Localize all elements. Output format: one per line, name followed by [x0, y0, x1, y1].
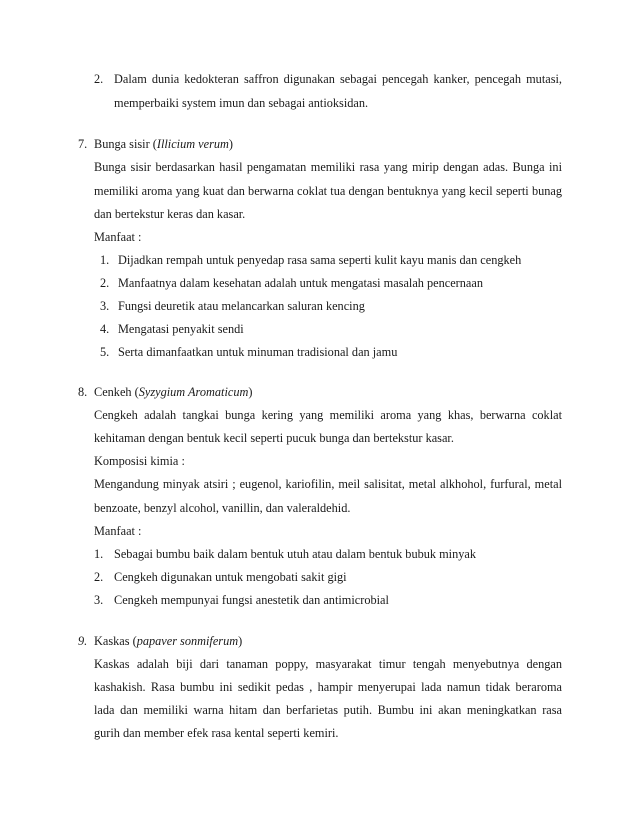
list-number: 2. [94, 72, 104, 86]
paragraph-line: kehitaman dengan bentuk kecil seperti pucuk bunga dan bertekstur kasar. [94, 431, 454, 445]
paragraph-line: kashakish. Rasa bumbu ini sedikit pedas , hampir menyerupai lada namun tidak beraroma [94, 680, 562, 694]
heading-text: Cenkeh ( [94, 385, 139, 399]
paragraph-line: memperbaiki system imun dan sebagai antioksidan. [114, 96, 369, 110]
list-number: 1. [94, 547, 104, 561]
list-number: 2. [94, 570, 104, 584]
list-item: Serta dimanfaatkan untuk minuman tradisional dan jamu [118, 345, 398, 359]
list-item: Cengkeh digunakan untuk mengobati sakit gigi [114, 570, 347, 584]
section-number: 8. [78, 385, 88, 399]
paragraph-line: Bunga sisir berdasarkan hasil pengamatan memiliki rasa yang mirip dengan adas. Bunga ini [94, 160, 562, 174]
latin-name: papaver sonmiferum [136, 634, 239, 648]
section-heading [94, 384, 252, 400]
paragraph-line: Kaskas adalah biji dari tanaman poppy, masyarakat timur tengah menyebutnya dengan [94, 657, 562, 671]
section-heading [94, 633, 242, 649]
komposisi-label: Komposisi kimia : [94, 454, 185, 468]
list-number: 5. [100, 345, 110, 359]
section-number: 7. [78, 137, 88, 151]
list-item: Manfaatnya dalam kesehatan adalah untuk mengatasi masalah pencernaan [118, 276, 483, 290]
paragraph-line: benzoate, benzyl alcohol, vanillin, dan valeraldehid. [94, 501, 351, 515]
list-item: Fungsi deuretik atau melancarkan saluran kencing [118, 299, 365, 313]
list-number: 3. [100, 299, 110, 313]
paragraph-line: gurih dan member efek rasa kental seperti kemiri. [94, 726, 339, 740]
heading-close: ) [238, 634, 243, 648]
paragraph-line: Cengkeh adalah tangkai bunga kering yang memiliki aroma yang khas, berwarna coklat [94, 408, 562, 422]
list-item: Mengatasi penyakit sendi [118, 322, 244, 336]
section-heading [94, 136, 233, 152]
manfaat-label: Manfaat : [94, 524, 142, 538]
paragraph-line: memiliki aroma yang kuat dan berwarna coklat tua dengan bentuknya yang kecil seperti bunag [94, 184, 562, 198]
list-number: 2. [100, 276, 110, 290]
list-number: 4. [100, 322, 110, 336]
list-item: Dijadkan rempah untuk penyedap rasa sama seperti kulit kayu manis dan cengkeh [118, 253, 522, 267]
heading-text: Kaskas ( [94, 634, 137, 648]
manfaat-label: Manfaat : [94, 230, 142, 244]
heading-text: Bunga sisir ( [94, 137, 157, 151]
list-number: 1. [100, 253, 110, 267]
latin-name: Illicium verum [156, 137, 229, 151]
section-number: 9. [78, 634, 88, 648]
paragraph-line: Dalam dunia kedokteran saffron digunakan sebagai pencegah kanker, pencegah mutasi, [114, 72, 562, 86]
paragraph-line: lada dan memiliki warna hitam dan berfarietas putih. Bumbu ini akan meningkatkan rasa [94, 703, 562, 717]
list-item: Sebagai bumbu baik dalam bentuk utuh atau dalam bentuk bubuk minyak [114, 547, 476, 561]
heading-close: ) [228, 137, 234, 151]
list-number: 3. [94, 593, 104, 607]
paragraph-line: Mengandung minyak atsiri ; eugenol, kariofilin, meil salisitat, metal alkhohol, furfural, metal [94, 477, 562, 491]
paragraph-line: dan bertekstur keras dan kasar. [94, 207, 246, 221]
latin-name: Syzygium Aromaticum [138, 385, 249, 399]
list-item: Cengkeh mempunyai fungsi anestetik dan antimicrobial [114, 593, 389, 607]
heading-close: ) [248, 385, 253, 399]
